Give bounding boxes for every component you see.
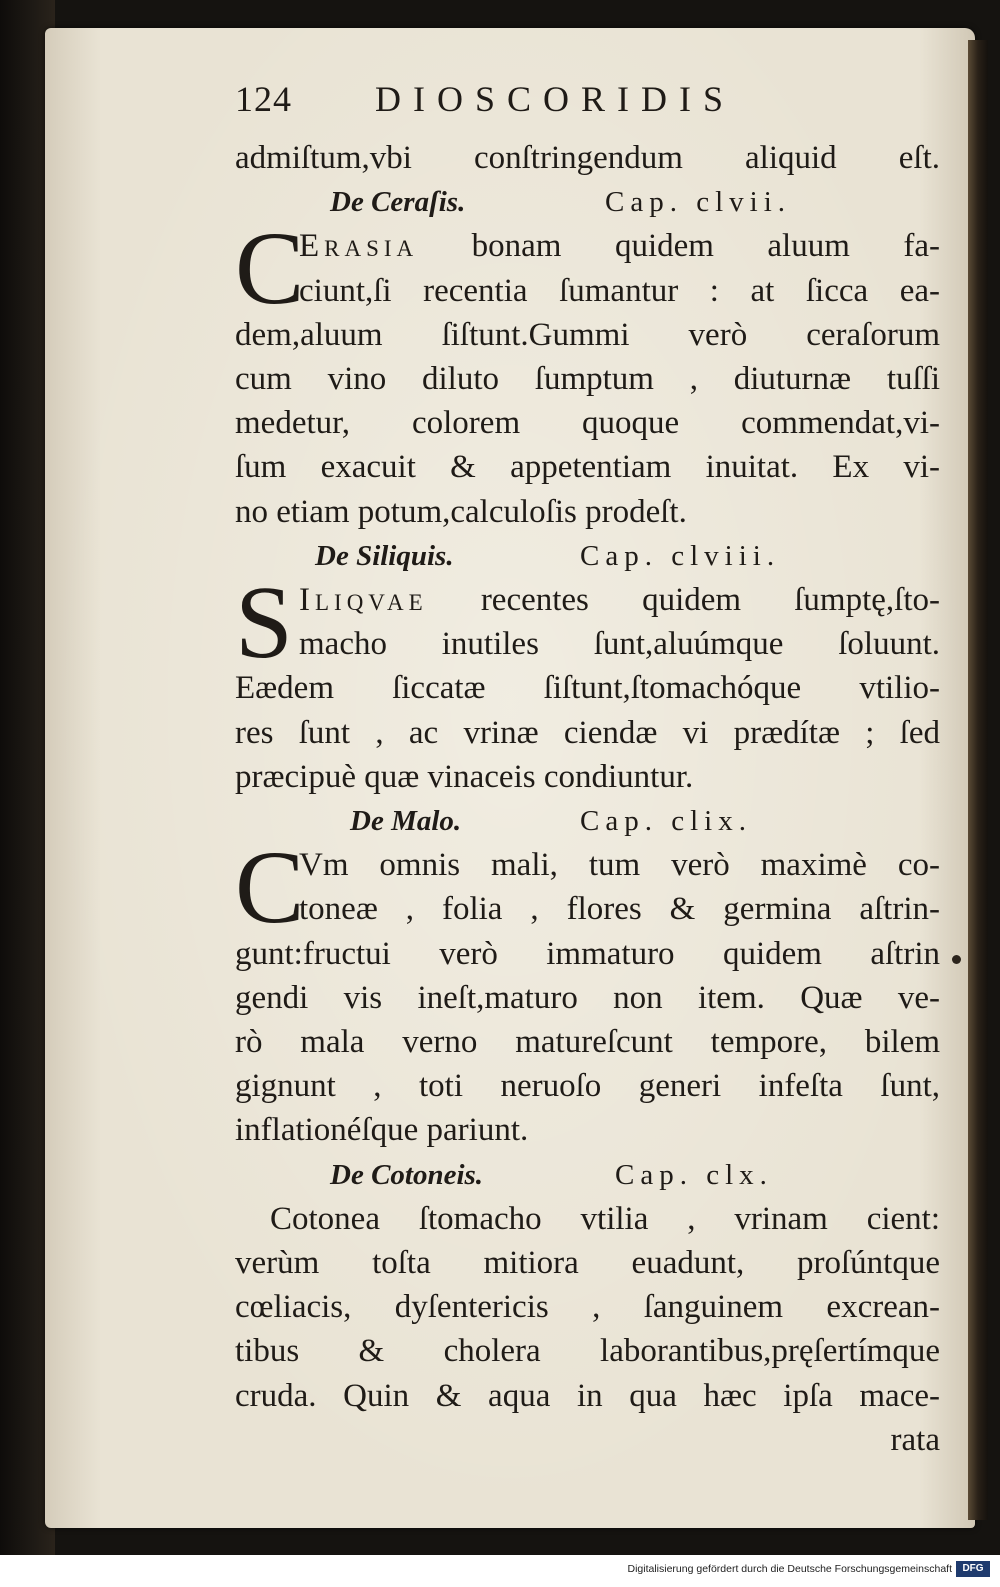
text-line: cœliacis, dyſentericis , ſanguinem excrean- — [235, 1289, 940, 1326]
chapter-heading — [235, 799, 945, 843]
text-fragment: bonam quidem aluum fa- — [471, 228, 940, 265]
chapter-heading — [235, 534, 945, 578]
ink-spot — [952, 955, 961, 964]
chapter-heading — [235, 180, 945, 224]
chapter-title: De Cotoneis. — [330, 1158, 484, 1191]
paragraph — [235, 565, 945, 799]
text-line: rò mala verno matureſcunt tempore, bilem — [235, 1024, 940, 1061]
catchword: rata — [890, 1421, 940, 1458]
chapter-number: Cap. clix. — [580, 805, 752, 838]
text-line: inflationéſque pariunt. — [235, 1112, 529, 1149]
running-title: DIOSCORIDIS — [375, 79, 736, 119]
page-number: 124 — [235, 79, 292, 119]
text-line: toneæ , folia , flores & germina aſtrin- — [299, 891, 940, 928]
text-line: macho inutiles ſunt,aluúmque ſoluunt. — [299, 626, 940, 663]
text-line — [235, 224, 940, 268]
text-line: no etiam potum,calculoſis prodeſt. — [235, 493, 687, 530]
text-line: tibus & cholera laborantibus,pręſertímque — [235, 1333, 940, 1370]
dfg-logo: DFG — [956, 1561, 990, 1577]
text-line: gunt:fructui verò immaturo quidem aſtrin — [235, 935, 940, 972]
text-line: admiſtum,vbi conſtringendum aliquid eſt. — [235, 140, 940, 176]
chapter-number: Cap. clvii. — [605, 186, 792, 219]
chapter-heading — [235, 1153, 945, 1197]
text-line: ſum exacuit & appetentiam inuitat. Ex vi- — [235, 449, 940, 486]
text-line — [235, 578, 940, 622]
text-line: verùm toſta mitiora euadunt, proſúntque — [235, 1245, 940, 1282]
funding-credit: Digitalisierung gefördert durch die Deutsche Forschungsgemeinschaft — [627, 1563, 952, 1575]
text-line: Vm omnis mali, tum verò maximè co- — [299, 847, 940, 884]
text-line: Eædem ſiccatæ ſiſtunt,ſtomachóque vtilio- — [235, 670, 940, 707]
text-line: dem,aluum ſiſtunt.Gummi verò ceraſorum — [235, 316, 940, 353]
page-edge — [968, 40, 988, 1520]
page-text — [235, 78, 945, 1462]
drop-cap-initial: S — [235, 565, 293, 680]
footer-bar — [0, 1555, 1000, 1587]
paragraph — [235, 211, 945, 533]
paragraph — [235, 830, 945, 1152]
text-line: cum vino diluto ſumptum , diuturnæ tuſſi — [235, 361, 940, 397]
chapter-title: De Malo. — [350, 805, 462, 838]
small-caps-word: Iliqvae — [299, 582, 428, 618]
chapter-title: De Ceraſis. — [330, 186, 466, 219]
chapter-title: De Siliquis. — [315, 539, 454, 572]
text-line: medetur, colorem quoque commendat,vi- — [235, 405, 940, 442]
drop-cap-initial: C — [235, 211, 305, 327]
text-line: cruda. Quin & aqua in qua hæc ipſa mace- — [235, 1377, 940, 1414]
text-line: Cotonea ſtomacho vtilia , vrinam cient: — [270, 1200, 940, 1237]
text-fragment: recentes quidem ſumptę,ſto- — [480, 582, 940, 618]
text-line: præcipuè quæ vinaceis condiuntur. — [235, 758, 694, 795]
chapter-number: Cap. clviii. — [580, 539, 781, 572]
drop-cap-initial: C — [235, 830, 305, 946]
text-line: gendi vis ineſt,maturo non item. Quæ ve- — [235, 979, 940, 1016]
chapter-number: Cap. clx. — [615, 1158, 773, 1191]
text-line: ciunt,ſi recentia ſumantur : at ſicca ea- — [299, 272, 940, 309]
text-line: gignunt , toti neruoſo generi infeſta ſunt, — [235, 1068, 940, 1105]
running-header — [235, 78, 945, 136]
text-line: res ſunt , ac vrinæ ciendæ vi prædítæ ; ſed — [235, 714, 940, 751]
small-caps-word: Erasia — [299, 228, 419, 265]
